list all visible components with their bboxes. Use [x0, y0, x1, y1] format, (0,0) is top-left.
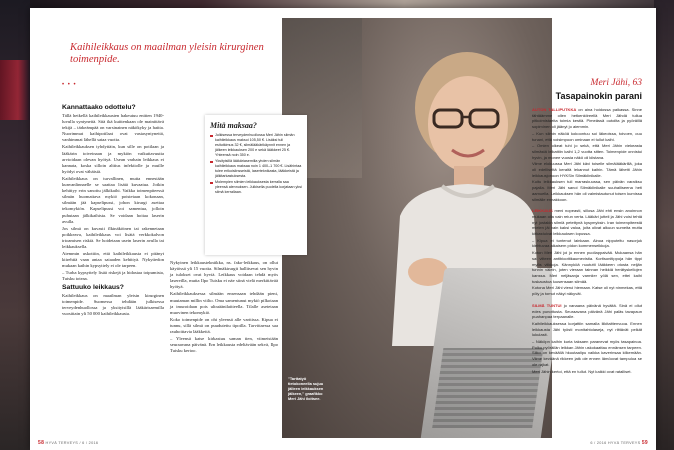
paragraph: Kaihileikkauksessa korjattiin samalla liikitaittenvuoa. Ennen leikkausta Jähi työsti monitahtolaseja, nyt riittävät pelkät lukulasit.: [532, 320, 642, 338]
paragraph: – Turha kypsyttely lisää riskejä ja hidastaa toipumista, Tuisku toteaa.: [62, 270, 164, 282]
backdrop-right: [654, 0, 674, 450]
paragraph: Kuitu leikkauksen tuli marraskuussa, sen päivän varaiksu pajalla. Meri Jähi sanoi Silmäklinikalle suuhalliseena heti aamuella. Leikkauksen hän oli valmistautunut toisen kumissa silmälle ennakkoon.: [532, 179, 642, 202]
portrait-photo: [282, 18, 552, 438]
info-box-item: Julkisessa terveydenhuollossa Meri Jähin silmän kaihileikkaus maksoi 105,50 €. Lisäksi tuli esitutkimus 32 €, silmälääkärikäynnit ennen ja jälkeen leikkauksen 200 e sekä lääkkeet 25 €. Yhteensä noin 350 e.: [210, 133, 302, 158]
paragraph: – Näköpn kaihin kuria taksaen paranevat myös tasapainoa. Polku pyöräilän leikkan Jähin uskokaattau ennänsen tarpeen. Siiko on keväällä hkuutaalipu vaikka kaverinsaa kilkemään. Viime keväänä rikkeen jatk ole ennen lämöovat tampuloa se ole rajkat.: [532, 339, 643, 367]
paragraph: Kaihileikkauksessa silmään ensensaan tehdään pieni, muutaman millin viilto. Oma samentunut mykiö pilkotaan ja imuroidaan pois ultraäänilaitteella. Tilalle asetetaan muovinen tekomykiö.: [170, 291, 278, 315]
kicker-ornament: • • •: [62, 82, 77, 88]
paragraph: Koko toimenpide on ohi yleensä alle varttissa. Kipua ei tunnu, sillä silmä on puudutettu tipoilla. Tarvittaessa saa rauhoittavia lääkkeitä.: [170, 316, 278, 335]
section-heading-pain: Sattuuko leikkaus?: [62, 283, 124, 291]
paragraph: SILMÄ TUNTUI jo vanaana päivänä hyvältä. Sinä ei ollut edes punottusta. Seuraavana päivänä Jähi paläs tavapaun puahanpaa terpaanalle.: [532, 302, 642, 320]
lead-in: SILMÄ TUNTUI: [532, 302, 562, 308]
paragraph: – Kipua ei tuntenut lainkaan. Ainoa nipputeltu nasorjuk kiehtuvaa aikaisem pidon kommenseikkoja.: [532, 237, 642, 249]
paragraph: Koton Meri Jähi joi jo ennen puoliappaivää. Mukaansa hän sai viiteen antibioottikaumevistia. Kortisonitippoja hän tippi myös viikkoja. Kännyköä nuututti lääkkeen otosta neljän tunnin välein, joten vieraan tainnan heikkiä herätyskellojen kanssa. Meri neljäsanja varmiier yölä sen, ettei kaihi tuskaustoa luusensaan silmää.: [532, 250, 642, 284]
text-column-left: [62, 104, 164, 318]
paragraph: AUTON TALLIPUTKKA on aina hoidossa paikassa. Sinne tähtäämme ollen hetkenkiireellä Meri Jähdä tullua pitkoimistaeita toimia kestiä. Pimeässä outoilta ja pyöräillä sopiminen oli jäänyt jo aiemmin.: [532, 107, 643, 130]
paragraph: Meri Jähin kertoi, että en tullut. Nyt kaikki ovat ratalliset.: [532, 368, 632, 374]
paragraph: – Omien olkeat tuhi jo sekä, että Meri Jähin viekeasta silmästä leikattiin kaihi 1,2 vuotta sitten. Toimenpide onnistui hyvin, ja monee vuosia näkö oli kiistana.: [532, 143, 642, 160]
photo-caption: "Tarttatyö tietokoneella sujuu jälleen leikkauksen jälkeen," graafikko Meri Jähi iloitsee.: [288, 376, 324, 401]
paragraph: – Kun silmin näköä kokoontuu soi läkeoissa, toivoen, ouu tunani, että voisimpoon ominaan ei tullut kaihi.: [532, 130, 642, 142]
paragraph: Kaihileikkaus on turvallinen, mutta ennestään kunvanlinnaelle se saattaa lisätä kuvaatua. Jotkin kehittyy erin sanottu jälkikaihi. Vaikka toimenpiteessä silmän huomattava mykiö poistetaan kokonaan, silmään jää kapselipussi, johon kirurgi asettaa tekomykiön. Kapselipussi voi samentua, jolloin puhutaan jälkikaihista. Se voidaan hoitaa laserin avulla.: [62, 175, 164, 224]
paragraph: – Yleensä katse kirkastuu saman tien, viimeistään seuraavana päivänä. Ern leikkausta edeltävään sekvä, Ilpo Tuisku kertoo.: [170, 336, 278, 354]
info-box-item: Yksityisillä lääkäriasemilla yhden silmän kaihileikkaus maksaa noin 1 400–1 700 €. Lisähintaa tulee erikoislinsseistä, laserteknikasta, lääkkeistä ja jälkitarkastuksesta.: [210, 159, 302, 179]
laptop-keyboard: [432, 348, 543, 428]
sidebar-text: [532, 107, 642, 374]
paragraph: Kaihileikkaus on maailman yleisin kirurginen toimenpide. Suomessa tehdään julkisessa terveydenhuollossa ja yksityisillä lääkärisaemilla vuosittain yli 50 000 kaihileikkausta.: [62, 292, 164, 316]
page-number-right: 59: [641, 440, 648, 446]
section-heading-waiting: Kannattaako odottelu?: [62, 104, 136, 111]
magazine-spread: [30, 8, 656, 450]
paragraph: Kaihileikkauksen tyhdyttäin, kun sille on potilaan ja lääkärin toiveinaan ja mykiön vaikuttavuutta arvioidaan olevan hyötyä. Usean varhain leikkaus ei kannata, koska silloin alttius infektiolle ja muille hyödyt ovat vähäisiä.: [62, 144, 164, 174]
info-box-list: [210, 133, 302, 195]
folio-right: [590, 440, 648, 446]
person-byline: Meri Jähi, 63: [590, 78, 642, 88]
paragraph: Kotona Meri Jähi vierui hiemaan. Katse oli nyt ninmekas, että pöly ja tomut näkyi näkyvät.: [532, 285, 642, 297]
lead-in: LEIKKAUS: [532, 208, 553, 214]
folio-right-text: 6 / 2016 HYVÄ TERVEYS: [590, 441, 641, 445]
info-box-title: Mitä maksaa?: [210, 121, 257, 130]
folio-left-text: HYVÄ TERVEYS / 6 / 2016: [45, 441, 99, 445]
info-box-item: Molempien silmien leikkauksesta kerralla saa yleensä alennuksen. Julkisella puolella korjataan yksi silmä kerrallaan.: [210, 180, 302, 195]
paragraph: Nykyinen leikkaustekniikka, ns. fako-leikkaus, on ollut käytössä yli 15 vuotta. Silmäkirurgit hallitsevat sen hyvin ja tulokset ovat hyviä. Leikkaus voidaan tehdä myös lasereilla, mutta Ilpo Tuisku ei näe siinä vielä merkittävää hyötyä.: [170, 260, 278, 290]
paragraph: Tällä hetkellä kaihileikkausten hakeutuu enitten 1940-luvulla syntyneitä. Sitä ikä kuittenkaan ole mainittävä tekijä – tärkeämpää on varsinainen näkökyky ja haitta. Nuorimmat kaihipotilaat ovat vastasyntyneitä, vanhimmat lähellä sataa vuotta.: [62, 113, 164, 143]
lead-in: AUTON TALLIPUTKKA: [532, 107, 577, 112]
paragraph: Viime elokuussa Meri Jähi kävi toiselle silmälääkärillä, joka oli edelliseltä keraltä lekannut kaihin. Tämä lähetti Jähin leikkausjonoon HYKSin Silmäklinikalle.: [532, 161, 642, 178]
backdrop-left: [0, 0, 30, 450]
text-column-middle: [170, 260, 278, 355]
folio-left: [38, 440, 98, 446]
sidebar-title: Tasapainokin parani: [555, 91, 642, 101]
kicker-quote: Kaihileikkaus on maailman yleisin kirurginen toimenpide.: [70, 42, 264, 65]
paragraph: Aiemmin uskottiin, että kaihileikkausta ei pitänyt kiirehtiä vaan antaa saiaaden kehittyä. Nykytiedon mukaan kaihin kypsyttely ei ole tarpeen.: [62, 251, 164, 269]
cost-info-box: [205, 115, 307, 255]
paragraph: Jos silmä on kuvasti flkinäköinen tai rakennetaan poikkeava, kaihileikkaus voi lisätä verkkokalvon irtoamisen riskiä. Se hoidetaan usein laserin avulla tai leikkauksella.: [62, 225, 164, 249]
paragraph: LEIKKAUS meni nopeasti, sillosa Jähi ehti ensin anoinnon mukaan olla vain reiun verta. Lääkäri jutteli ja Jähi voisi tehtä nyt jostakin silmiä petettynä kysymyksin. Iran toimenpiteestä mielen jäi vain kaksi valoa, joita olivat alkuun sumeita mutta kirkastuivat leikkauksen lopussa.: [532, 208, 642, 237]
sidebar-story: [532, 78, 642, 375]
page-number-left: 58: [38, 440, 45, 446]
backdrop-top: [0, 0, 674, 8]
